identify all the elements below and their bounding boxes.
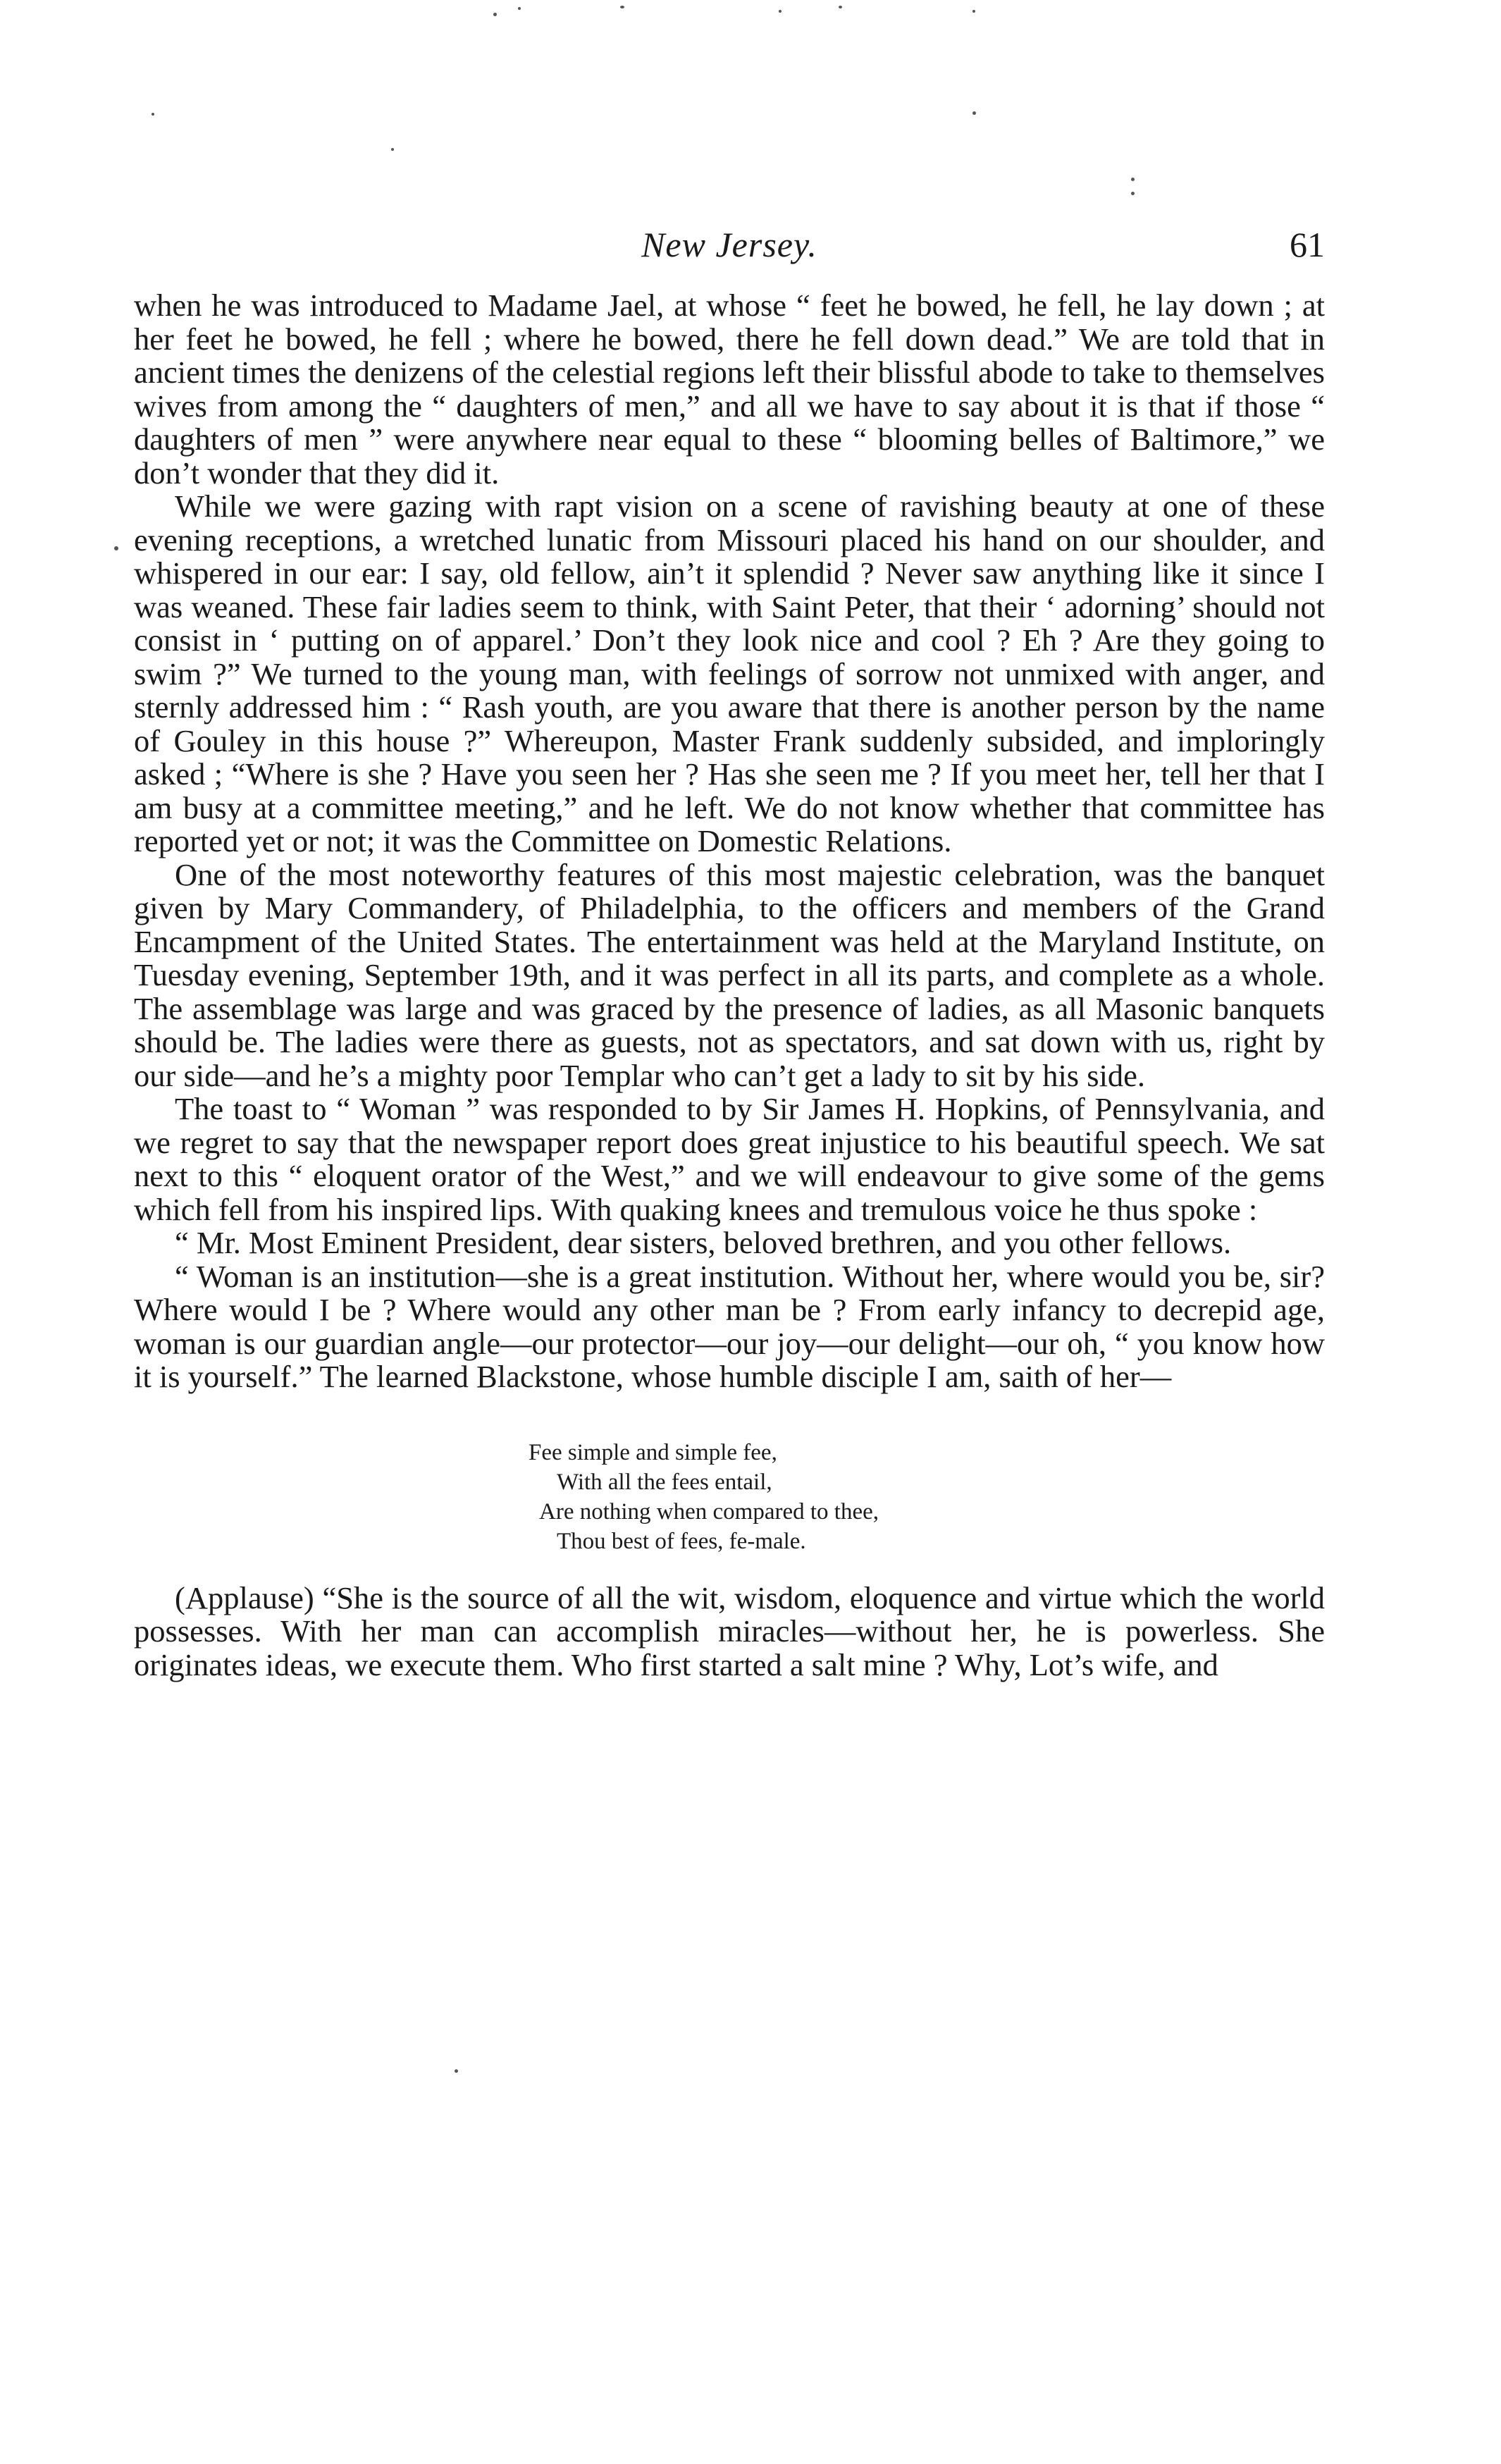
page-number: 61 [1290,225,1325,264]
verse-line: Are nothing when compared to thee, [539,1498,879,1524]
paragraph-applause: (Applause) “She is the source of all the wit, wisdom, eloquence and virtue which the world possesses. With her man can accomplish miracles—without her, he is powerless. She originates ideas, we execute them. Who first started a salt mine ? Why, Lot’s wife, and [134,1579,1325,1682]
paragraph-toast: The toast to “ Woman ” was responded to by Sir James H. Hopkins, of Pennsylvania, and we regret to say that the newspaper report does great injustice to his beautiful speech. We sat next to this “ eloquent orator of the West,” and we will endeavour to give some of the gems which fell from his inspired lips. With quaking knees and tremulous voice he thus spoke : [134,1091,1325,1227]
paragraph-address: “ Mr. Most Eminent President, dear sisters, beloved brethren, and you other fellows. [175,1225,1232,1260]
paragraph-banquet: One of the most noteworthy features of this most majestic celebration, was the banquet given by Mary Commandery, of Philadelphia, to the officers and members of the Grand Encampment of the United States. The entertainment was held at the Maryland Institute, on Tuesday evening, September 19th, and it was perfect in all its parts, and complete as a whole. The assemblage was large and was graced by the presence of ladies, as all Masonic banquets should be. The ladies were there as guests, not as spectators, and sat down with us, right by our side—and he’s a mighty poor Templar who can’t get a lady to sit by his side. [134,856,1325,1093]
page-header [134,224,1325,273]
body-text [134,289,1325,1682]
running-title: New Jersey. [641,225,817,264]
paragraph-woman: “ Woman is an institution—she is a great institution. Without her, where would you be, sir? Where would I be ? Where would any other man be ? From early infancy to decrepid age, woman is our guardian angle—our protector—our joy—our delight—our oh, “ you know how it is yourself.” The learned Blackstone, whose humble disciple I am, saith of her— [134,1258,1325,1394]
verse-line: Thou best of fees, fe-male. [557,1528,806,1554]
verse-line: With all the fees entail, [557,1469,772,1495]
paragraph-lunatic: While we were gazing with rapt vision on a scene of ravishing beauty at one of these evening receptions, a wretched lunatic from Missouri placed his hand on our shoulder, and whispered in our ear: I say, old fellow, ain’t it splendid ? Never saw anything like it since I was weaned. These fair ladies seem to think, with Saint Peter, that their ‘ adorning’ should not consist in ‘ putting on of apparel.’ Don’t they look nice and cool ? Eh ? Are they going to swim ?” We turned to the young man, with feelings of sorrow not unmixed with anger, and sternly addressed him : “ Rash youth, are you aware that there is another person by the name of Gouley in this house ?” Whereupon, Master Frank suddenly subsided, and imploringly asked ; “Where is she ? Have you seen her ? Has she seen me ? If you meet her, tell her that I am busy at a committee meeting,” and he left. We do not know whether that committee has reported yet or not; it was the Committee on Domestic Relations. [134,488,1325,858]
verse-line: Fee simple and simple fee, [529,1439,777,1465]
paragraph-continued: when he was introduced to Madame Jael, at whose “ feet he bowed, he fell, he lay down ; at her feet he bowed, he fell ; where he bowed, there he fell down dead.” We are told that in ancient times the denizens of the celestial regions left their blissful abode to take to themselves wives from among the “ daughters of men,” and all we have to say about it is that if those “ daughters of men ” were anywhere near equal to these “ blooming belles of Baltimore,” we don’t wonder that they did it. [134,288,1325,491]
verse [134,1438,1325,1556]
